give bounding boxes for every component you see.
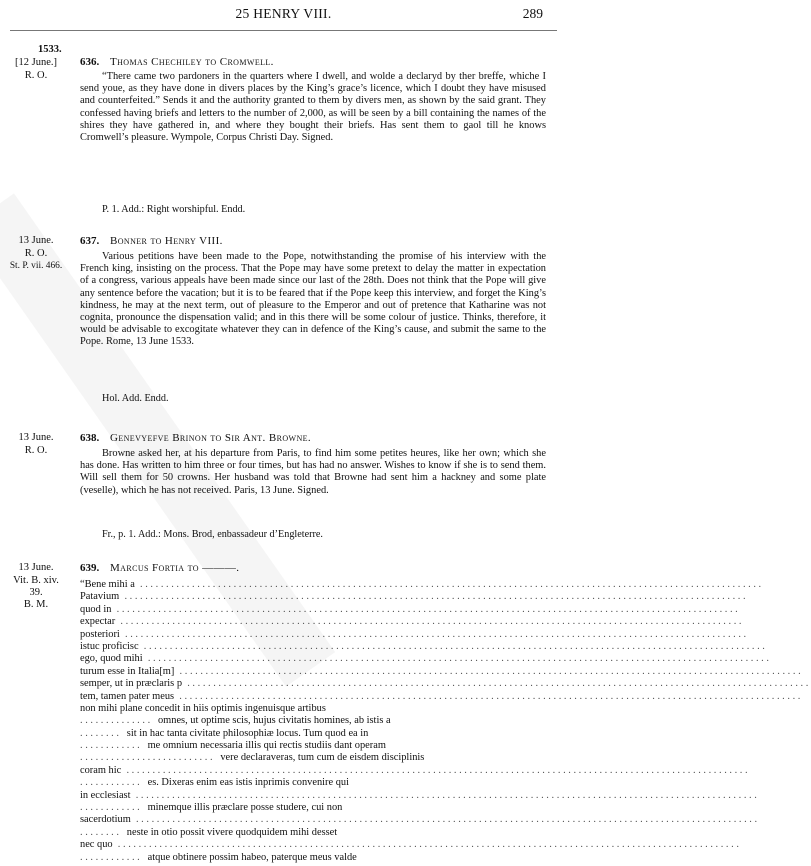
letter-line-text: sit in hac tanta civitate philosophiæ locus. Tum quod ea in	[126, 727, 369, 739]
entry-title: Thomas Chechiley to Cromwell.	[110, 56, 274, 68]
lacuna-dots: ............	[80, 851, 148, 863]
letter-line	[80, 740, 546, 752]
letter-line-text: in ecclesiast	[80, 789, 131, 801]
letter-line	[80, 764, 751, 777]
letter-line-text: semper, ut in præclaris p	[80, 678, 183, 690]
lacuna-dots: ........................................................................................................................	[115, 616, 745, 628]
letter-line-text: neste in otio possit vivere quodquidem mihi desset	[126, 826, 338, 838]
entry-title: Genevyefve Brinon to Sir Ant. Browne.	[110, 432, 312, 444]
letter-line	[80, 690, 803, 703]
entry-body	[80, 448, 546, 497]
lacuna-dots: ........................................................................................................................	[130, 789, 760, 801]
letter-line	[80, 665, 804, 678]
entry-number: 638.	[80, 432, 100, 444]
letter-line-text: non mihi plane concedit in hiis optimis ingenuisque artibus	[80, 702, 326, 714]
letter-line-text: “Bene mihi a	[80, 579, 135, 590]
lacuna-dots: ..............	[80, 715, 158, 727]
header-rule	[10, 30, 557, 31]
letter-line-text: tem, tamen pater meus	[80, 690, 175, 702]
margin-source: Vit. B. xiv.	[13, 575, 59, 586]
entry-heading	[80, 432, 311, 444]
letter-line	[80, 827, 546, 839]
letter-line	[80, 591, 749, 603]
letter-line	[80, 852, 546, 864]
lacuna-dots: ........................................................................................................................	[112, 839, 742, 851]
entry-number: 636.	[80, 56, 100, 68]
letter-line-text: coram hic	[80, 764, 122, 776]
lacuna-dots: ........................................................................................................................	[138, 640, 768, 652]
letter-line	[80, 728, 546, 740]
margin-source: R. O.	[24, 248, 48, 259]
letter-line-text: posteriori	[80, 628, 120, 640]
entry-text: “There came two pardoners in the quarters where I dwell, and wolde a declaryd by ther breffe, whiche I send youe, as they have done in divers places by the King’s grace’s licence, which I doubt they have misused and counterfeited.” Sends it and the authority granted to them by divers men, as shown by the said grant. They confessed having briefs and letters to the number of 2,000, as will be seen by a bill containing the names of the shires they have gathered in, and where they bought their briefs. Has sent them to gaol till he knows Cromwell’s pleasure. Wympole, Corpus Christi Day. Signed.	[80, 71, 546, 144]
lacuna-dots: ........	[80, 826, 127, 838]
letter-line-text: Patavium	[80, 591, 120, 603]
lacuna-dots: ........................................................................................................................	[134, 579, 764, 590]
letter-line	[80, 616, 745, 628]
letter-line-text: vere declaraveras, tum cum de eisdem disciplinis	[220, 752, 425, 764]
letter-line-text: me omnium necessaria illis qui rectis studiis dant operam	[147, 740, 386, 752]
entry-note: Fr., p. 1. Add.: Mons. Brod, enbassadeur d’Engleterre.	[102, 529, 323, 540]
lacuna-dots: ........................................................................................................................	[119, 628, 749, 640]
letter-line	[80, 579, 764, 591]
letter-line-text: es. Dixeras enim eas istis inprimis convenire qui	[147, 777, 349, 789]
entry-note: Hol. Add. Endd.	[102, 393, 169, 404]
lacuna-dots: ........	[80, 727, 127, 739]
lacuna-dots: ............	[80, 740, 148, 752]
lacuna-dots: ........................................................................................................................	[174, 690, 803, 702]
letter-line-text: atque obtinere possim habeo, paterque meus valde	[147, 851, 357, 863]
letter-line-text: istuc proficisc	[80, 640, 139, 652]
letter-line	[80, 628, 749, 641]
margin-date: 13 June.	[18, 235, 54, 246]
letter-line-text: ego, quod mihi	[80, 653, 143, 665]
margin-source: R. O.	[24, 70, 48, 81]
lacuna-dots: ........................................................................................................................	[111, 603, 741, 615]
letter-line-text: minemque illis præclare posse studere, cui non	[147, 802, 343, 814]
letter-line-text: turum esse in Italia[m]	[80, 665, 175, 677]
entry-heading	[80, 56, 274, 68]
entry-text: Various petitions have been made to the Pope, notwithstanding the promise of his interview with the French king, insisting on the process. That the Pope may have some pretext to delay the matter in expectation of a congress, various appeals have been made since our last of the 28th. Does not think that the Pope will give any sentence before the vacation; but it is to be feared that if the Pope keep this interview, and forget the King’s kindness, he may at the next term, out of pleasure to the Emperor and out of pretence that Katharine was not cognita, pronounce the dispensation valid; and in this there will be some colour of justice. Thinks, therefore, it would be advisable to excogitate whatever they can in defence of the King’s cause, and submit the same to the Pope. Rome, 13 June 1533.	[80, 251, 546, 348]
lacuna-dots: ........................................................................................................................	[174, 665, 804, 677]
lacuna-dots: ........................................................................................................................	[182, 678, 811, 690]
letter-line	[80, 653, 772, 665]
lacuna-dots: ........................................................................................................................	[119, 591, 749, 603]
entry-heading	[80, 235, 223, 247]
entry-note: P. 1. Add.: Right worshipful. Endd.	[102, 204, 246, 215]
lacuna-dots: ............	[80, 777, 148, 789]
entry-number: 637.	[80, 235, 100, 247]
entry-heading	[80, 562, 239, 574]
letter-line	[80, 678, 811, 690]
entry-number: 639.	[80, 562, 100, 574]
page-number: 289	[522, 6, 543, 21]
letter-line	[80, 802, 546, 814]
letter-line-text: expectar	[80, 616, 116, 628]
letter-line	[80, 752, 546, 764]
letter-line-text: omnes, ut optime scis, hujus civitatis homines, ab istis a	[157, 715, 391, 727]
letter-line	[80, 603, 741, 616]
margin-source-library: B. M.	[23, 599, 49, 610]
lacuna-dots: ..........................	[80, 752, 221, 764]
entry-body	[80, 251, 546, 349]
entry-title: Marcus Fortia to ———.	[110, 562, 240, 574]
lacuna-dots: ............	[80, 802, 148, 814]
lacuna-dots: ........................................................................................................................	[142, 653, 772, 665]
lacuna-dots: ........................................................................................................................	[121, 764, 751, 776]
letter-line-text: nec quo	[80, 839, 113, 851]
letter-line	[80, 777, 546, 789]
margin-year: 1533.	[38, 44, 62, 55]
letter-line-text: sacerdotium	[80, 814, 131, 826]
running-title: 25 HENRY VIII.	[235, 6, 332, 21]
entry-body	[80, 71, 546, 144]
lacuna-dots: ........................................................................................................................	[130, 814, 760, 826]
margin-source-folio: 39.	[29, 587, 43, 598]
letter-line	[80, 715, 546, 727]
running-header	[0, 8, 567, 28]
letter-line	[80, 839, 742, 851]
letter-line-text: quod in	[80, 603, 112, 615]
entry-text: Browne asked her, at his departure from Paris, to find him some petites heures, like her own; which she has done. Has written to him three or four times, but has had no answer. Wishes to know if she is to send them. Will sell them for 50 crowns. Her husband was told that Browne had sent him a hackney and some plate (veselle), which he has not received. Paris, 13 June. Signed.	[80, 448, 546, 496]
letter-line	[80, 814, 760, 826]
margin-date: [12 June.]	[15, 57, 57, 68]
letter-line	[80, 789, 760, 802]
fragmentary-letter	[80, 579, 811, 864]
letter-line	[80, 703, 546, 715]
entry-title: Bonner to Henry VIII.	[110, 235, 223, 247]
margin-source: R. O.	[24, 445, 48, 456]
margin-source-ref: St. P. vii. 466.	[9, 261, 63, 271]
margin-date: 13 June.	[18, 562, 54, 573]
letter-line	[80, 640, 768, 653]
margin-date: 13 June.	[18, 432, 54, 443]
